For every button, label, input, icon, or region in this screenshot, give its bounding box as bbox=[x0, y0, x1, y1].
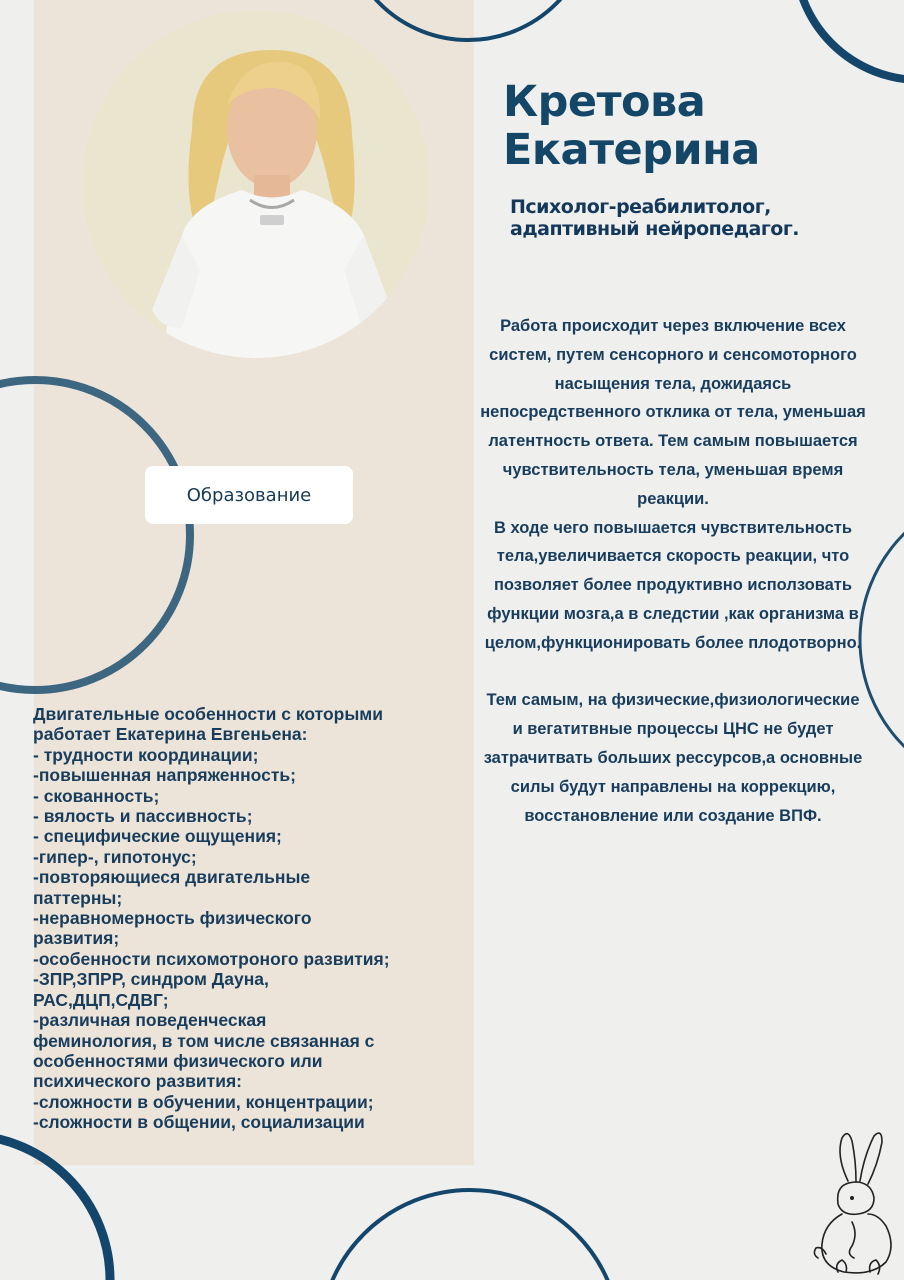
education-button[interactable]: Образование bbox=[145, 466, 353, 524]
motor-feature-item: -гипер-, гипотонус; bbox=[33, 846, 197, 867]
motor-feature-item: -различная поведенческая bbox=[33, 1010, 267, 1031]
motor-feature-item: - трудности координации; bbox=[33, 744, 259, 765]
motor-feature-item: феминология, в том числе связанная с bbox=[33, 1030, 375, 1051]
motor-feature-item: психического развития: bbox=[33, 1071, 242, 1092]
motor-features-list bbox=[33, 704, 473, 1133]
name-first-line: Кретова bbox=[503, 77, 706, 127]
description-line: и вегатитвные процессы ЦНС не будет bbox=[512, 720, 834, 739]
motor-feature-item: развития; bbox=[33, 928, 120, 949]
description-line: чувствительность тела, уменьшая время bbox=[502, 460, 844, 479]
portrait-photo bbox=[82, 10, 430, 358]
portrait-illustration bbox=[82, 10, 430, 358]
motor-feature-item: -сложности в обучении, концентрации; bbox=[33, 1091, 374, 1112]
role-first-line: Психолог-реабилитолог, bbox=[510, 196, 771, 218]
motor-features-heading: Двигательные особенности с которыми bbox=[33, 704, 383, 724]
motor-feature-item: - скованность; bbox=[33, 785, 160, 806]
description-line: В ходе чего повышается чувствительность bbox=[494, 518, 852, 537]
motor-feature-item: особенностями физического или bbox=[33, 1050, 323, 1071]
paragraph-gap bbox=[450, 658, 896, 687]
motor-feature-item: -сложности в общении, социализации bbox=[33, 1112, 365, 1133]
description-line: затрачитвать больших рессурсов,а основные bbox=[483, 748, 863, 767]
circle-bottom-center bbox=[320, 1190, 620, 1280]
motor-feature-item: -ЗПР,ЗПРР, синдром Дауна, bbox=[33, 969, 269, 990]
description-line: систем, путем сенсорного и сенсомоторного bbox=[489, 345, 857, 364]
motor-feature-item: -особенности психомотроного развития; bbox=[33, 948, 390, 969]
motor-feature-item: -повторяющиеся двигательные bbox=[33, 867, 311, 888]
description-line: непосредственного отклика от тела, уменьшая bbox=[480, 403, 866, 422]
motor-feature-item: паттерны; bbox=[33, 887, 123, 908]
description-line: функции мозга,а в следстии ,как организма в bbox=[487, 604, 859, 623]
description-line: восстановление или создание ВПФ. bbox=[524, 806, 822, 825]
motor-features-heading: работает Екатерина Евгеньена: bbox=[33, 724, 308, 745]
motor-feature-item: - специфические ощущения; bbox=[33, 826, 282, 847]
name-second-line: Екатерина bbox=[503, 125, 760, 175]
motor-feature-item: РАС,ДЦП,СДВГ; bbox=[33, 989, 169, 1010]
description-line: тела,увеличивается скорость реакции, что bbox=[496, 547, 850, 566]
rabbit-line-drawing-icon bbox=[808, 1126, 898, 1276]
person-name bbox=[503, 78, 760, 174]
description-line: целом,функционировать более плодотворно. bbox=[484, 633, 862, 652]
description-line: реакции. bbox=[637, 489, 709, 508]
circle-top-right bbox=[795, 0, 904, 80]
person-role bbox=[510, 196, 799, 240]
method-description bbox=[450, 312, 896, 830]
motor-feature-item: -неравномерность физического bbox=[33, 908, 312, 929]
role-second-line: адаптивный нейропедагог. bbox=[510, 218, 799, 240]
description-line: Работа происходит через включение всех bbox=[500, 317, 846, 335]
description-line: силы будут направлены на коррекцию, bbox=[510, 777, 836, 796]
description-line: Тем самым, на физические,физиологические bbox=[486, 691, 860, 710]
motor-feature-item: -повышенная напряженность; bbox=[33, 765, 296, 786]
description-line: позволяет более продуктивно исползовать bbox=[493, 576, 853, 595]
motor-feature-item: - вялость и пассивность; bbox=[33, 806, 253, 827]
description-line: насыщения тела, дожидаясь bbox=[554, 374, 792, 393]
description-line: латентность ответа. Тем самым повышается bbox=[488, 432, 858, 451]
